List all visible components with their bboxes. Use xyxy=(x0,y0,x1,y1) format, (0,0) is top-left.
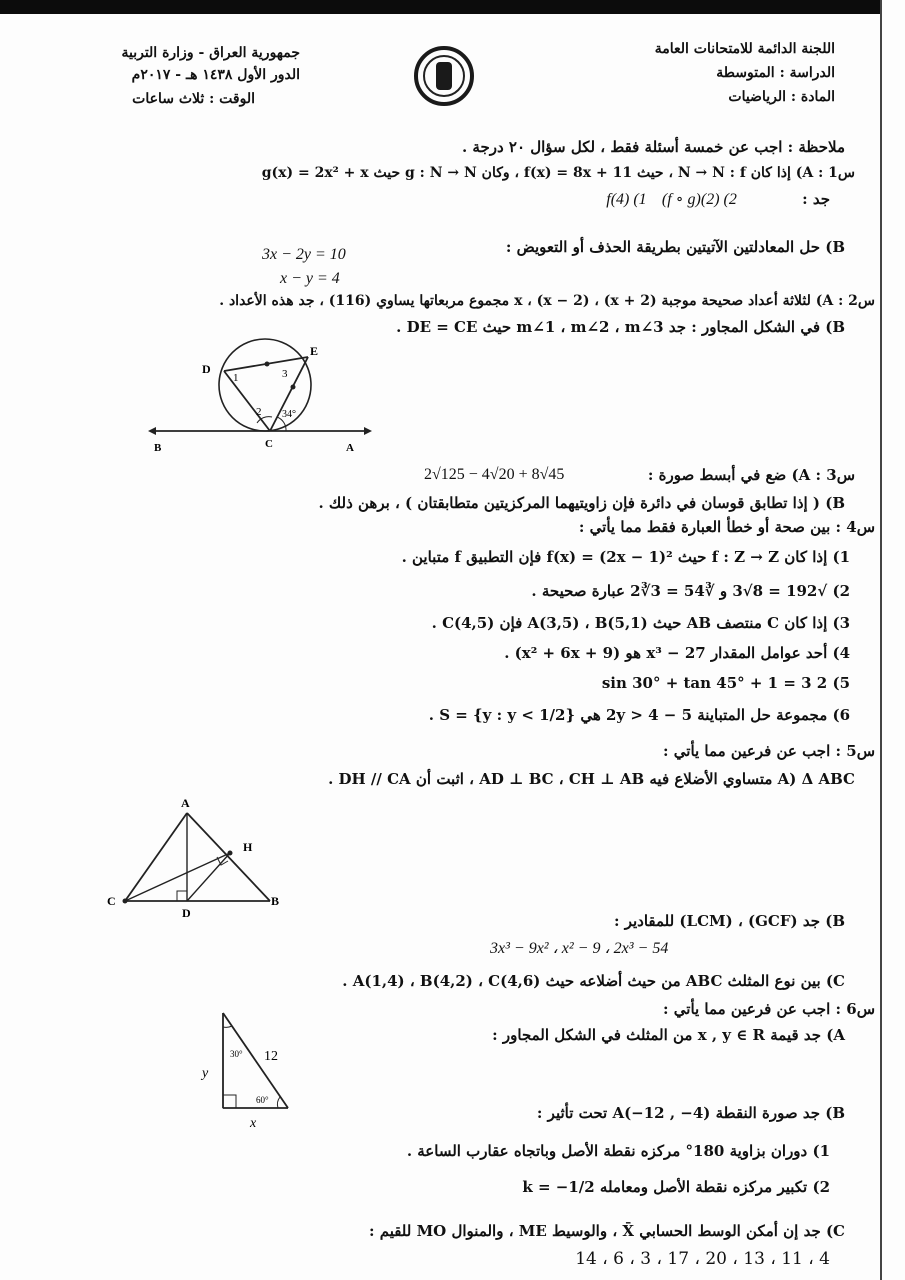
q3-A xyxy=(648,466,855,484)
q5-C-text: C) بين نوع المثلث ABC من حيث أضلاعه حيث A(1,4) ، B(4,2) ، C(4,6) . xyxy=(342,972,845,990)
q4-label: س4 : xyxy=(835,518,875,536)
svg-text:30°: 30° xyxy=(230,1049,243,1059)
svg-text:C: C xyxy=(265,438,273,450)
q1-A-sub1: f(4) (1 xyxy=(606,191,647,208)
q1-A-subs xyxy=(606,190,830,209)
circle-tangent-figure xyxy=(140,335,380,460)
page-border xyxy=(880,0,882,1280)
svg-text:C: C xyxy=(107,894,116,908)
q4-item-1: 1) إذا كان f : Z → Z حيث f(x) = (2x − 1)² فإن التطبيق f متباين . xyxy=(401,548,850,566)
q3-B-text: B) ( إذا تطابق قوسان في دائرة فإن زاويتيهما المركزيتين متطابقتان ) ، برهن ذلك . xyxy=(318,494,845,512)
q1-A-find: جد : xyxy=(802,190,830,208)
equilateral-triangle-figure xyxy=(105,795,305,920)
svg-text:A: A xyxy=(181,796,190,810)
ministry-seal-icon xyxy=(414,46,474,106)
q6-A-text: A) جد قيمة x , y ∈ R من المثلث في الشكل المجاور : xyxy=(492,1026,845,1044)
q3-label: س3 : xyxy=(815,466,855,484)
q2-B-text: B) في الشكل المجاور : جد m∠1 ، m∠2 ، m∠3 حيث DE = CE . xyxy=(396,318,845,336)
q2-A xyxy=(219,292,875,310)
svg-text:x: x xyxy=(250,1116,257,1131)
svg-text:B: B xyxy=(271,894,280,908)
q1-B-eq1: 3x − 2y = 10 xyxy=(262,246,346,263)
q4-intro-text: بين صحة أو خطأ العبارة فقط مما يأتي : xyxy=(578,518,831,536)
q6-B1: 1) دوران بزاوية 180° مركزه نقطة الأصل وباتجاه عقارب الساعة . xyxy=(406,1142,830,1160)
q6-intro-text: اجب عن فرعين مما يأتي : xyxy=(663,1000,831,1018)
q1-A-sub2: (f ∘ g)(2) (2 xyxy=(661,191,737,208)
q4-item-4: 4) أحد عوامل المقدار x³ − 27 هو (x² + 6x + 9) . xyxy=(504,644,850,662)
svg-text:y: y xyxy=(202,1066,209,1081)
svg-text:D: D xyxy=(202,362,211,376)
svg-text:D: D xyxy=(182,906,191,920)
svg-text:12: 12 xyxy=(264,1049,278,1064)
q5-A-text: A) Δ ABC متساوي الأضلاع فيه AD ⊥ BC ، CH ⊥ AB ، اثبت أن DH // CA . xyxy=(328,770,855,788)
q3-A-text: A) ضع في أبسط صورة : xyxy=(647,466,811,484)
q1-B-eq2: x − y = 4 xyxy=(280,270,340,287)
svg-text:60°: 60° xyxy=(256,1095,269,1105)
q1-A-text: A) إذا كان N → N : f ، حيث f(x) = 8x + 11 ، وكان g : N → N حيث g(x) = 2x² + x xyxy=(261,165,814,181)
header-time: الوقت : ثلاث ساعات xyxy=(132,91,255,107)
q5-intro xyxy=(663,742,875,760)
header-study-level: الدراسة : المتوسطة xyxy=(716,65,835,81)
q1-B-text: B) حل المعادلتين الآتيتين بطريقة الحذف أو التعويض : xyxy=(505,238,845,256)
q5-intro-text: اجب عن فرعين مما يأتي : xyxy=(663,742,831,760)
q5-B-expr: 3x³ − 9x² ، x² − 9 ، 2x³ − 54 xyxy=(490,940,669,957)
q3-A-expr: 2√125 − 4√20 + 8√45 xyxy=(424,466,565,483)
q4-item-3: 3) إذا كان C منتصف AB حيث A(3,5) ، B(5,1) فإن C(4,5) . xyxy=(431,614,850,632)
q5-B-text: B) جد (GCF) ، (LCM) للمقادير : xyxy=(613,912,845,930)
q5-label: س5 : xyxy=(835,742,875,760)
q4-item-2: 2) √192 = 8√3 و ∛54 = 3∛2 عبارة صحيحة . xyxy=(531,582,850,600)
q4-item-6: 6) مجموعة حل المتباينة 5 − 2y > 4 هي S = {y : y < 1/2} . xyxy=(428,706,850,724)
q6-C-values: 4 ، 11 ، 13 ، 20 ، 17 ، 3 ، 6 ، 14 xyxy=(575,1249,830,1269)
svg-text:3: 3 xyxy=(282,368,288,380)
q6-B2: 2) تكبير مركزه نقطة الأصل ومعامله k = −1/2 xyxy=(522,1178,830,1196)
svg-text:34°: 34° xyxy=(282,409,296,420)
right-triangle-figure xyxy=(190,1005,300,1135)
q2-A-text: A) لثلاثة أعداد صحيحة موجبة (x + 2) ، x ، (x − 2) مجموع مربعاتها يساوي (116) ، جد هذه الأعداد . xyxy=(219,293,834,309)
svg-text:E: E xyxy=(310,344,319,358)
q6-intro xyxy=(663,1000,875,1018)
header-subject: المادة : الرياضيات xyxy=(728,89,835,105)
svg-text:A: A xyxy=(346,442,354,454)
q6-B-text: B) جد صورة النقطة A(−12 , −4) تحت تأثير : xyxy=(536,1104,845,1122)
q4-intro xyxy=(579,518,875,536)
q6-label: س6 : xyxy=(835,1000,875,1018)
header-ministry: جمهورية العراق - وزارة التربية xyxy=(121,45,300,61)
q4-item-5: 5) 2 sin 30° + tan 45° + 1 = 3 xyxy=(601,674,850,692)
svg-text:1: 1 xyxy=(233,372,239,384)
svg-text:H: H xyxy=(243,840,253,854)
q6-C-text: C) جد إن أمكن الوسط الحسابي X̄ ، والوسيط ME ، والمنوال MO للقيم : xyxy=(368,1222,845,1240)
header-session: الدور الأول ١٤٣٨ هـ - ٢٠١٧م xyxy=(131,67,300,83)
q1-label: س1 : xyxy=(818,165,855,181)
scan-top-bar xyxy=(0,0,880,14)
header-committee: اللجنة الدائمة للامتحانات العامة xyxy=(654,41,835,57)
q2-label: س2 : xyxy=(838,293,875,309)
exam-note: ملاحظة : اجب عن خمسة أسئلة فقط ، لكل سؤال ٢٠ درجة . xyxy=(461,138,845,156)
svg-text:2: 2 xyxy=(256,406,262,418)
svg-text:B: B xyxy=(154,442,162,454)
q1-A xyxy=(262,164,855,182)
